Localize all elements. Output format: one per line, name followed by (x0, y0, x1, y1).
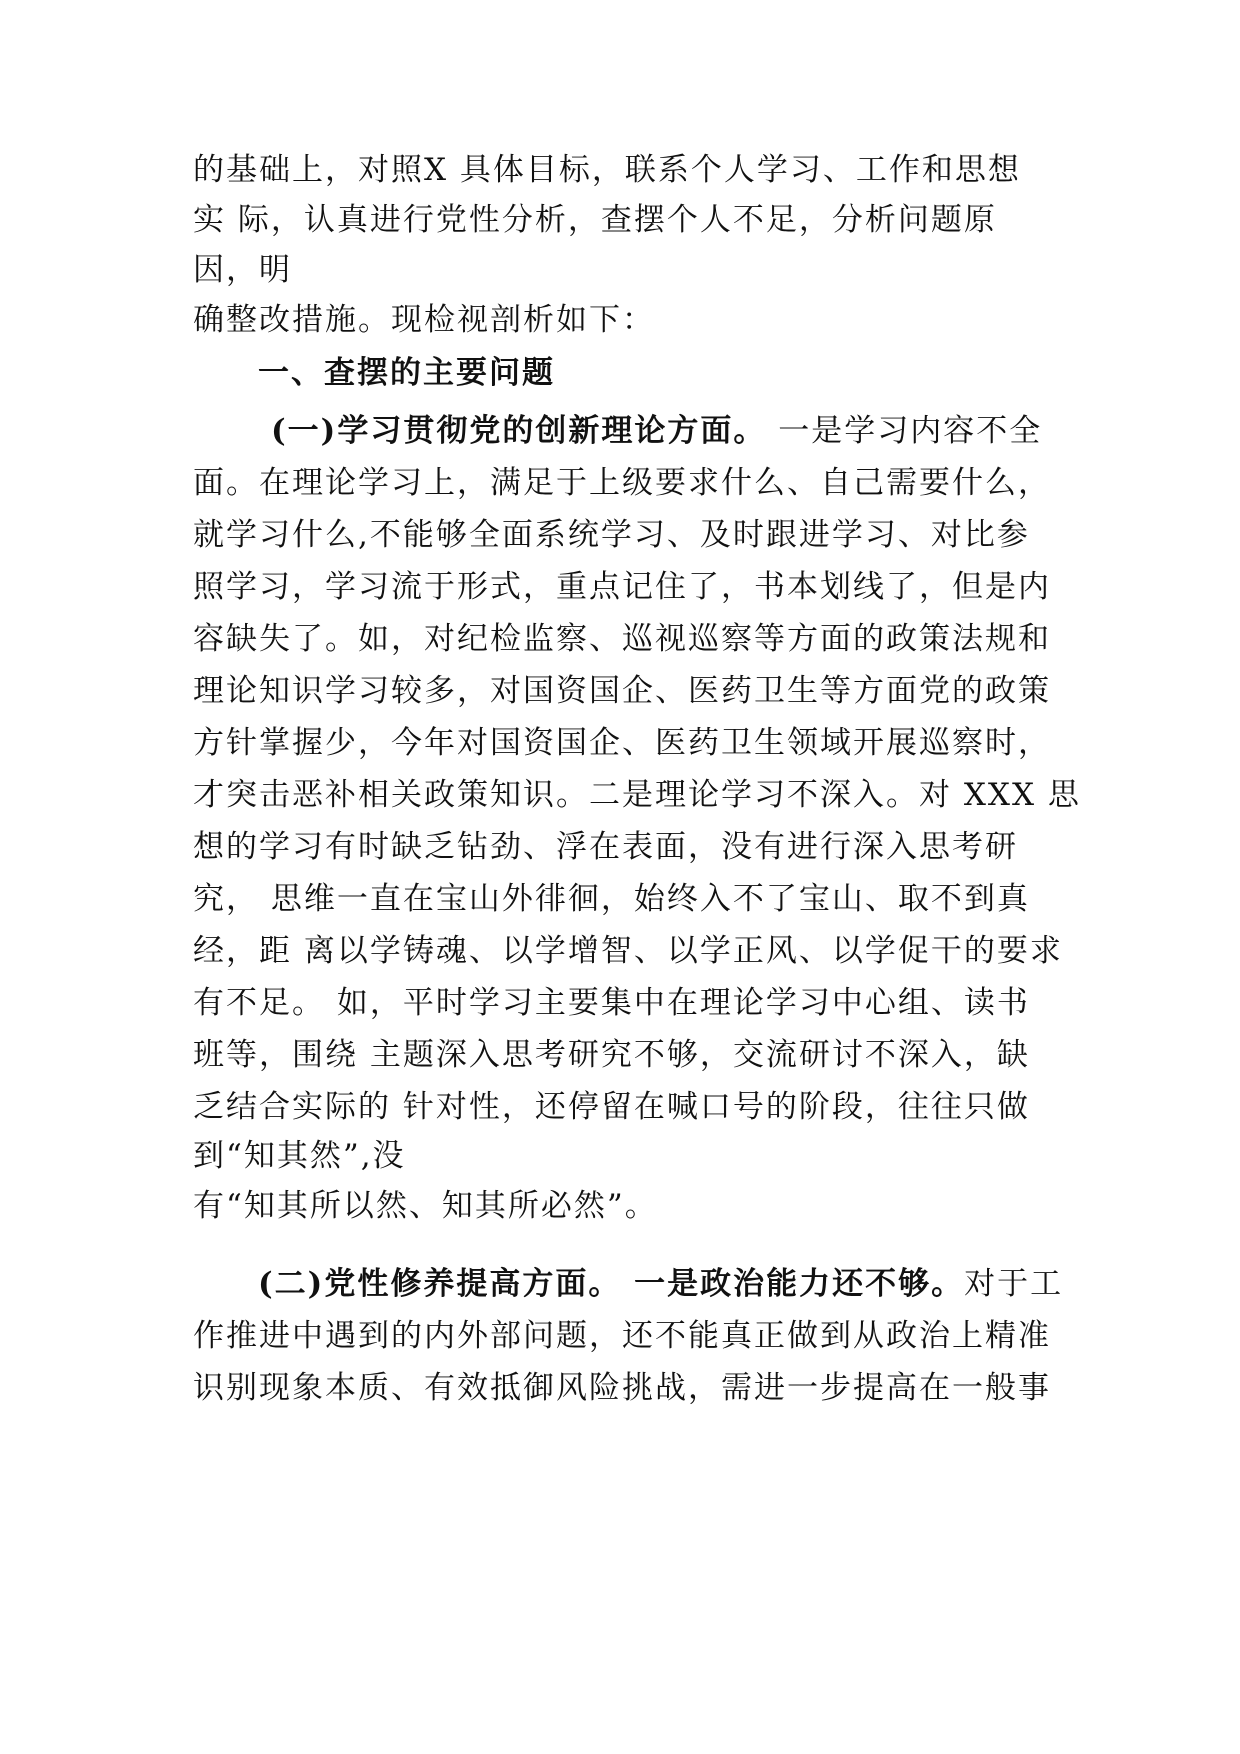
paragraph-line: 才突击恶补相关政策知识。二是理论学习不深入。对 XXX 思 (193, 777, 1081, 813)
paragraph-line: 面。在理论学习上，满足于上级要求什么、自己需要什么， (193, 465, 1051, 501)
paragraph-line: 容缺失了。如，对纪检监察、巡视巡察等方面的政策法规和 (193, 621, 1051, 657)
part2-subheading: 一是政治能力还不够。 (621, 1266, 965, 1302)
paragraph-line: 照学习，学习流于形式，重点记住了，书本划线了，但是内 (193, 569, 1051, 605)
paragraph-line: 理论知识学习较多，对国资国企、医药卫生等方面党的政策 (193, 673, 1051, 709)
paragraph-line: 有不足。 如，平时学习主要集中在理论学习中心组、读书 (193, 985, 1030, 1021)
part1-first-line: 一是学习内容不全 (766, 413, 1043, 449)
paragraph-line: 想的学习有时缺乏钻劲、浮在表面，没有进行深入思考研 (193, 829, 1018, 865)
intro-line: 实 际，认真进行党性分析，查摆个人不足，分析问题原 (193, 202, 997, 238)
paragraph-line: 就学习什么,不能够全面系统学习、及时跟进学习、对比参 (193, 517, 1030, 553)
paragraph-line: 方针掌握少，今年对国资国企、医药卫生领域开展巡察时， (193, 725, 1051, 761)
paragraph-line: 班等，围绕 主题深入思考研究不够，交流研讨不深入，缺 (193, 1037, 1030, 1073)
paragraph-line: 经，距 离以学铸魂、以学增智、以学正风、以学促干的要求 (193, 933, 1063, 969)
intro-line: 因，明 (193, 252, 292, 288)
paragraph-line: 作推进中遇到的内外部问题，还不能真正做到从政治上精准 (193, 1318, 1051, 1354)
part2-heading: (二)党性修养提高方面。 (258, 1266, 622, 1302)
section-heading: 一、查摆的主要问题 (258, 355, 555, 391)
part2-first-line: 对于工 (964, 1266, 1064, 1302)
paragraph-line: 究， 思维一直在宝山外徘徊，始终入不了宝山、取不到真 (193, 881, 1030, 917)
intro-line: 确整改措施。现检视剖析如下： (193, 302, 655, 338)
paragraph-line: 乏结合实际的 针对性，还停留在喊口号的阶段，往往只做 (193, 1089, 1030, 1125)
paragraph-line: 有“知其所以然、知其所必然”。 (193, 1188, 658, 1224)
paragraph-line: 识别现象本质、有效抵御风险挑战，需进一步提高在一般事 (193, 1370, 1051, 1406)
intro-line: 的基础上，对照X 具体目标，联系个人学习、工作和思想 (193, 152, 1021, 188)
paragraph-line: 到“知其然”,没 (193, 1138, 406, 1174)
part1-heading: (一)学习贯彻党的创新理论方面。 (271, 413, 767, 449)
paragraph-line (271, 411, 1042, 451)
paragraph-line (258, 1264, 1063, 1304)
